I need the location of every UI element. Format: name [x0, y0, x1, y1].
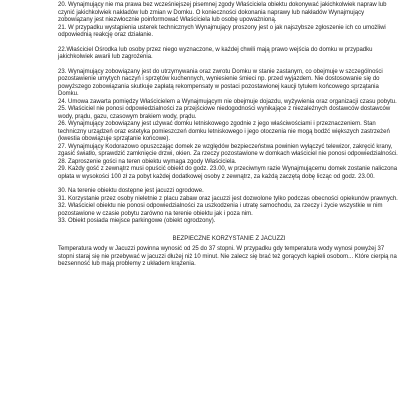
paragraph-30: 30. Na terenie obiektu dostępne jest jacuzzi ogrodowe.: [58, 188, 204, 194]
section-heading: BEZPIECZNE KORZYSTANIE Z JACUZZI: [172, 235, 286, 242]
paragraph-jacuzzi: Temperatura wody w Jacuzzi powinna wynosić od 25 do 37 stopni. W przypadku gdy temperatura wody wynosi powyżej 37 stopni staraj się nie przebywać w jacuzzi dłużej niż 10 minut. Nie zalecz się brać też gorących kąpieli osobom... Które cierpią na bezsenność lub mają problemy z układem krążenia.: [58, 246, 397, 267]
paragraph-24: 24. Umowa zawarta pomiędzy Właścicielem a Wynajmującym nie obejmuje dojazdu, wyżywienia oraz organizacji czasu pobytu.: [58, 98, 397, 105]
paragraph-32: 32. Właściciel obiektu nie ponosi odpowiedzialności za uszkodzenia i utratę samochodu, za rzeczy i życie wszystkie w nim pozostawione w czasie pobytu zarówno na terenie obiektu jak i poza nim.: [58, 203, 383, 217]
paragraph-spacer: [58, 40, 400, 47]
paragraph-23: 23. Wynajmujący zobowiązany jest do utrzymywania oraz zwrotu Domku w stanie zastanym, co obejmuje w szczególności pozostawienie umytych naczyń i sprzętów kuchennych, wyniesienie śmieci np. przed wyjazdem. Nie dostosowanie się do powyższego zobowiązania skutkuje zapłatą rekompensaty w postaci pozostawionej kaucji tytułem końcowego sprzątania Domku.: [58, 68, 383, 97]
paragraph-25: 25. Właściciel nie ponosi odpowiedzialności za przejściowe niedogodności wynikające z niezależnych dostawców dostawców wody, prądu, gazu, czasowym brakiem wody, prądu.: [58, 106, 391, 120]
paragraph-21: 21. W przypadku wystąpienia usterek technicznych Wynajmujący proszony jest o jak najszybsze zgłoszenie ich co umożliwi odpowiednią reakcję oraz działanie.: [58, 24, 386, 38]
paragraph-31: 31. Korzystanie przez osoby nieletnie z placu zabaw oraz jacuzzi jest dozwolone tylko podczas obecności opiekunów prawnych.: [58, 195, 398, 202]
paragraph-spacer: [58, 62, 400, 69]
paragraph-29: 29. Każdy gość z zewnątrz musi opuścić obiekt do godz. 23.00, w przeciwnym razie Wynajmującemu domek zostanie naliczona opłata w wysokości 100 zł za pobyt każdej dodatkowej osoby z zewnątrz, za każdą zaczętą dobę licząc od godz. 23.00.: [58, 166, 398, 180]
paragraph-27: 27. Wynajmujący Kodorazowo opuszczając domek ze względów bezpieczeństwa powinien wyłączyć telewizor, zakręcić krany, zgasić światło, sprawdzić zamknięcie drzwi, okien. Za rzeczy pozostawione w domkach właściciel nie ponosi odpowiedzialności.: [58, 143, 398, 157]
paragraph-26: 26. Wynajmujący zobowiązany jest używać domku letniskowego zgodnie z jego właściwościami i przeznaczeniem. Stan techniczny urządzeń oraz estetyka pomieszczeń domku letniskowego i jego otoczenia nie mogą bodźć większych zastrzeżeń (kwestia obowiązuje sprzątanie końcowe).: [58, 121, 390, 142]
paragraph-spacer: [58, 181, 400, 188]
paragraph-20: 20. Wynajmujący nie ma prawa bez wcześniejszej pisemnej zgody Właściciela obiektu dokonywać jakichkolwiek napraw lub czynić jakichkolwiek nakładów lub zmian w Domku. O konieczności dokonania naprawy lub nakładów Wynajmujący zobowiązany jest niezwłocznie poinformować Właściciela lub osobę upoważnioną.: [58, 2, 387, 23]
paragraph-spacer: [58, 226, 400, 233]
paragraph-33: 33. Obiekt posiada miejsce parkingowe (obiekt ogrodzony).: [58, 218, 216, 224]
paragraph-22: 22.Właściciel Ośrodka lub osoby przez niego wyznaczone, w każdej chwili mają prawo wejścia do domku w przypadku jakichkolwiek awarii lub zagrożenia.: [58, 46, 373, 60]
paragraph-28: 28. Zaproszenie gości na teren obiektu wymaga zgody Właściciela.: [58, 158, 237, 165]
